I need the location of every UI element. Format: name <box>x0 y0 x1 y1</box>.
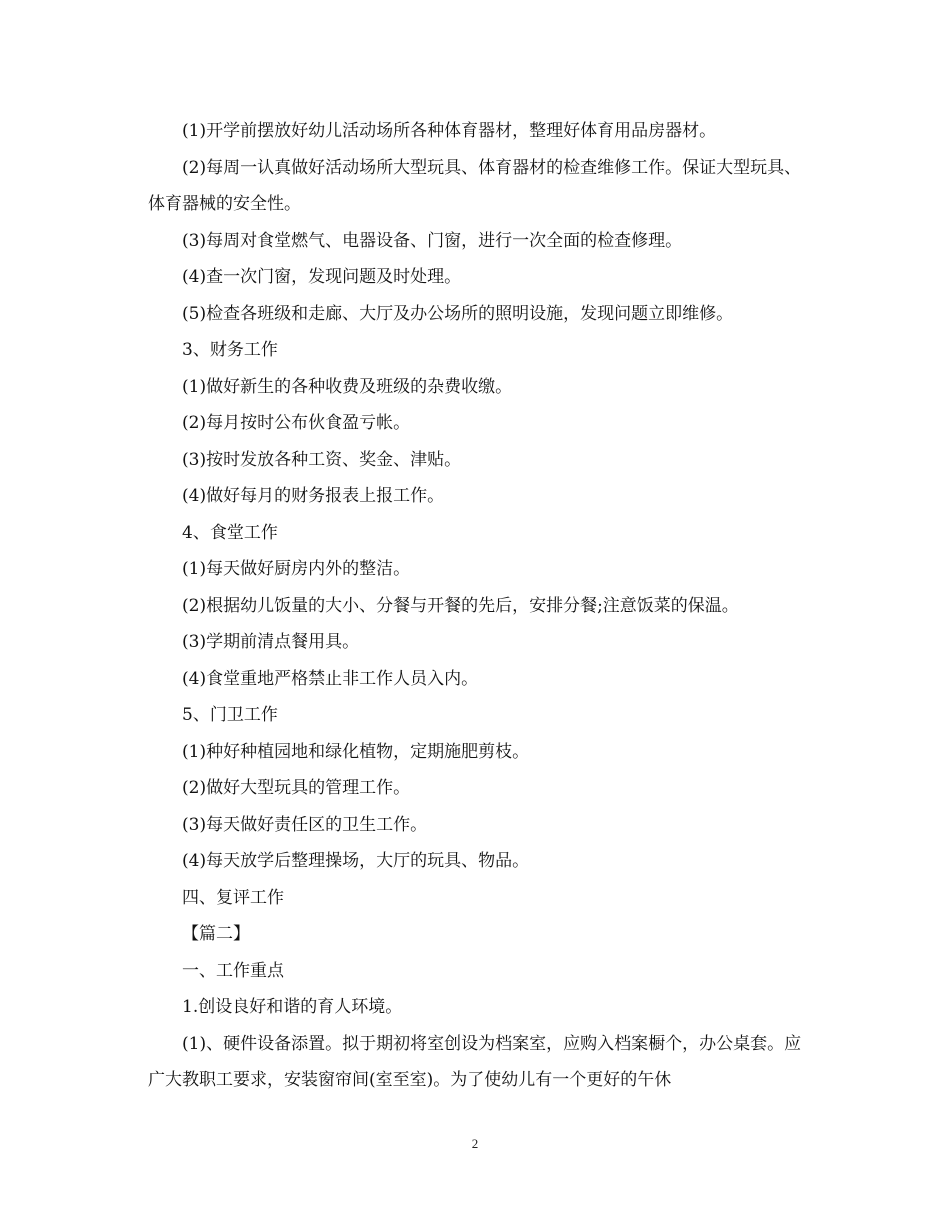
section-heading: 4、食堂工作 <box>182 522 278 543</box>
page-number: 2 <box>471 1136 479 1151</box>
section-heading: 四、复评工作 <box>182 887 284 908</box>
section-heading: 一、工作重点 <box>182 960 284 981</box>
section-heading: 5、门卫工作 <box>182 705 278 725</box>
paragraph: (3)每天做好责任区的卫生工作。 <box>182 814 428 835</box>
paragraph: (2)每月按时公布伙食盈亏帐。 <box>182 413 411 433</box>
paragraph: (3)按时发放各种工资、奖金、津贴。 <box>182 449 462 470</box>
section-heading: 3、财务工作 <box>182 340 278 360</box>
paragraph: (1)开学前摆放好幼儿活动场所各种体育器材，整理好体育用品房器材。 <box>182 121 717 141</box>
paragraph: (1)种好种植园地和绿化植物，定期施肥剪枝。 <box>182 741 530 762</box>
paragraph: (5)检查各班级和走廊、大厅及办公场所的照明设施，发现问题立即维修。 <box>182 303 734 324</box>
paragraph: (2)每周一认真做好活动场所大型玩具、体育器材的检查维修工作。保证大型玩具、体育器械的安全性。 <box>148 157 802 214</box>
paragraph: (3)学期前清点餐用具。 <box>182 632 360 652</box>
paragraph: (3)每周对食堂燃气、电器设备、门窗，进行一次全面的检查修理。 <box>182 230 683 251</box>
paragraph: (4)查一次门窗，发现问题及时处理。 <box>182 267 462 287</box>
paragraph: (2)做好大型玩具的管理工作。 <box>182 778 411 798</box>
paragraph: (4)食堂重地严格禁止非工作人员入内。 <box>182 668 479 689</box>
paragraph: (1)每天做好厨房内外的整洁。 <box>182 559 411 579</box>
paragraph: (1)做好新生的各种收费及班级的杂费收缴。 <box>182 376 513 397</box>
paragraph: (4)每天放学后整理操场，大厅的玩具、物品。 <box>182 851 530 871</box>
subsection-heading: 1.创设良好和谐的育人环境。 <box>182 997 403 1017</box>
paragraph: (1)、硬件设备添置。拟于期初将室创设为档案室，应购入档案橱个，办公桌套。应广大教职工要求，安装窗帘间(室至室)。为了使幼儿有一个更好的午休 <box>148 1033 802 1090</box>
paragraph: (2)根据幼儿饭量的大小、分餐与开餐的先后，安排分餐;注意饭菜的保温。 <box>182 595 739 616</box>
paragraph: (4)做好每月的财务报表上报工作。 <box>182 486 445 506</box>
document-body <box>148 113 802 1099</box>
part-heading: 【篇二】 <box>182 924 250 944</box>
